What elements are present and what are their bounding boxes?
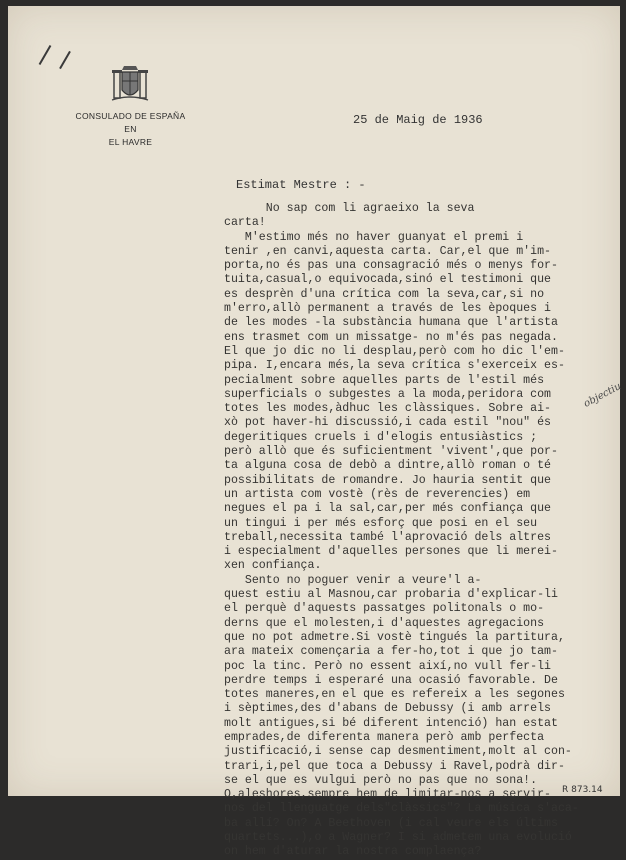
letter-sheet — [8, 6, 624, 859]
body-line: es desprèn d'una crítica com la seva,car,si no — [224, 287, 545, 301]
body-line: porta,no és pas una consagració més o menys for- — [224, 259, 558, 273]
body-line: M'estimo més no haver guanyat el premi i — [224, 230, 524, 244]
body-line: perdre temps i esperaré una ocasió favorable. De — [224, 673, 558, 687]
body-line: derns que el molesten,i d'aquestes agregacions — [224, 616, 545, 630]
body-line: ba allí? On? A Beethoven (i cal veure els últims — [224, 816, 558, 830]
body-line: negues el pa i la sal,car,per més confiança que — [224, 502, 551, 516]
body-line: xò pot haver-hi discussió,i cada estil "nou" és — [224, 416, 551, 430]
body-line: de les modes -la substància humana que l'artista — [224, 316, 558, 330]
body-line: No sap com li agraeixo la seva — [224, 202, 475, 215]
body-line: i especialment d'aquelles persones que li merei- — [224, 545, 558, 559]
body-line: ara mateix començaria a fer-ho,tot i que jo tam- — [224, 645, 558, 659]
body-line: carta! — [224, 216, 266, 230]
body-line: quartets...),o a Wagner? I si admetem una evolució — [224, 831, 572, 845]
body-line: pipa. I,encara més,la seva crítica s'exerceix es- — [224, 359, 565, 373]
body-line: ens trasmet com un missatge- no m'és pas negada. — [224, 330, 558, 344]
salutation: Estimat Mestre : - — [236, 178, 366, 192]
body-line: que no pot admetre.Si vostè tingués la partitura, — [224, 630, 565, 644]
body-line: pecialment sobre aquelles parts de l'estil més — [224, 373, 545, 387]
body-line: ta alguna cosa de debò a dintre,allò roman o té — [224, 459, 551, 473]
letterhead-line-3: EL HAVRE — [108, 137, 153, 147]
body-line: tuita,casual,o equivocada,sinó el testimoni que — [224, 273, 551, 287]
letter-body — [224, 202, 609, 860]
body-line: superficials o subgestes a la moda,peridora com — [224, 387, 551, 401]
body-line: xen confiança. — [224, 559, 322, 573]
body-line: emprades,de diferenta manera però amb perfecta — [224, 730, 545, 744]
pencil-mark — [59, 51, 71, 69]
body-line: tenir ,en canvi,aquesta carta. Car,el que m'im- — [224, 244, 551, 258]
body-line: poc la tinc. Però no essent així,no vull fer-li — [224, 659, 551, 673]
letterhead-line-1: CONSULADO DE ESPAÑA — [75, 111, 186, 121]
body-line: Sento no poguer venir a veure'l a- — [224, 573, 482, 587]
body-line: trari,i,pel que toca a Debussy i Ravel,podrà dir- — [224, 759, 565, 773]
letter-date: 25 de Maig de 1936 — [353, 113, 483, 127]
body-line: justificació,i sense cap desmentiment,molt al con- — [224, 745, 572, 759]
body-line: on hem d'aturar la nostra complaença? — [224, 845, 482, 859]
body-line: totes maneres,en el que es refereix a les segones — [224, 688, 565, 702]
body-line: possibilitats de romandre. Jo hauria sentit que — [224, 473, 551, 487]
letterhead-line-2: EN — [124, 124, 137, 134]
body-line: però allò que és suficientment 'vivent',que por- — [224, 445, 558, 459]
body-line: totes les modes,àdhuc les clàssiques. Sobre ai- — [224, 402, 551, 416]
body-line: m'erro,allò permanent a través de les èpoques i — [224, 302, 551, 316]
body-line: treball,necessita també l'aprovació dels altres — [224, 530, 551, 544]
body-line: El que jo dic no li desplau,però com ho dic l'em- — [224, 344, 565, 358]
body-line: se el que es vulgui però no pas que no sona!. — [224, 773, 538, 787]
body-line: quest estiu al Masnou,car probaria d'explicar-li — [224, 588, 558, 602]
archive-reference: R 873.14 — [562, 785, 603, 795]
body-line: un artista com vostè (rès de reverencies) em — [224, 487, 531, 501]
body-line: molt antigues,si bé diferent intenció) han estat — [224, 716, 558, 730]
pencil-mark — [39, 45, 52, 65]
body-line: O,aleshores,sempre hem de limitar-nos a servir- — [224, 788, 551, 802]
spanish-coat-of-arms-icon — [108, 64, 152, 106]
consulate-letterhead — [58, 110, 203, 149]
body-line: degeritiques cruels i d'elogis entusiàstics ; — [224, 430, 538, 444]
handwritten-margin-note: objectiu — [582, 380, 624, 410]
body-line: nos del llenguatge dels"clàssics"? La música s'aca- — [224, 802, 579, 816]
body-line: i sèptimes,des d'abans de Debussy (i amb arrels — [224, 702, 551, 716]
body-line: el perquè d'aquests passatges politonals o mo- — [224, 602, 545, 616]
body-line: un tingui i per més esforç que posi en el seu — [224, 516, 538, 530]
